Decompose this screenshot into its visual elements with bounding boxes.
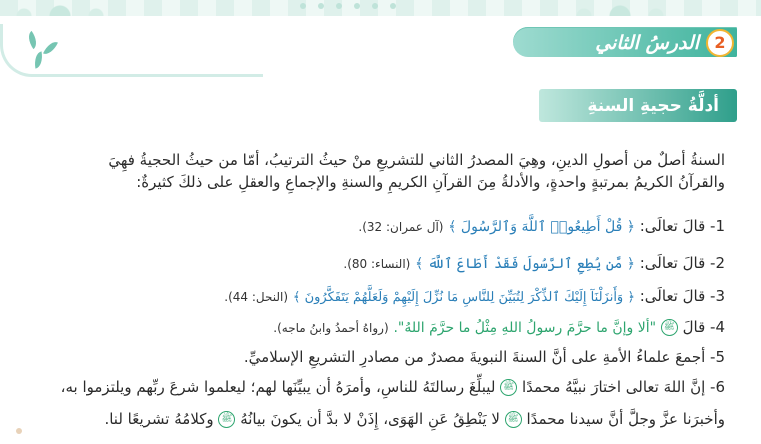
hadith-reference: (رواهُ أحمدُ وابنُ ماجه).	[273, 321, 389, 335]
salawat-icon: ﷺ	[218, 411, 235, 428]
verse-reference: (النساء: 80).	[343, 257, 411, 271]
section-heading: أدلَّةُ حجيةِ السنةِ	[587, 96, 719, 116]
item-text-b: ليبلِّغَ رسالتَهُ للناسِ، وأمرَهُ أن يبيِّنَها لهم؛ ليعلموا شرعَ ربِّهم ويلتزموا به،	[60, 378, 496, 396]
top-dots	[300, 3, 396, 9]
item-text-c: وكلامُهُ تشريعًا لنا.	[104, 410, 214, 428]
evidence-item-2	[35, 252, 725, 275]
lesson-number-badge: 2	[706, 29, 734, 57]
top-right-ornament	[560, 0, 680, 16]
evidence-item-6-continued	[35, 408, 725, 430]
item-text-b: لا يَنْطِقُ عَنِ الهَوَى، إِذَنْ لا بدَّ أن يكونَ بيانُهُ	[240, 410, 500, 428]
verse-reference: (النحل: 44).	[224, 290, 289, 304]
quran-verse: ﴿ مَّن يُطِعِ ٱلرَّسُولَ فَقَدْ أَطَاعَ ٱللَّهَ ﴾	[415, 256, 635, 272]
intro-paragraph	[35, 149, 725, 193]
hadith-text: "ألا وإنَّ ما حرَّمَ رسولُ اللهِ مِثْلُ ما حرَّمَ اللهُ".	[393, 320, 657, 336]
salawat-icon: ﷺ	[500, 379, 517, 396]
salawat-icon: ﷺ	[661, 319, 678, 336]
intro-line-2: والقرآنُ الكريمُ بمرتبةٍ واحدةٍ، والأدلةُ مِنَ القرآنِ الكريمِ والسنةِ والإجماعِ والعقلِ على ذلكَ كثيرةٌ:	[136, 173, 725, 191]
item-prefix: 4- قالَ	[682, 318, 725, 336]
evidence-item-1	[35, 215, 725, 238]
item-text-a: 6- إنَّ اللهَ تعالى اختارَ نبيَّهُ محمدًا	[521, 378, 725, 396]
lesson-title: الدرسُ الثاني	[595, 32, 699, 54]
item-prefix: 3- قالَ تعالَى:	[639, 287, 725, 305]
salawat-icon: ﷺ	[505, 411, 522, 428]
item-prefix: 2- قالَ تعالَى:	[639, 254, 725, 272]
quran-verse: ﴿ وَأَنزَلْنَآ إِلَيْكَ ٱلذِّكْرَ لِتُبَيِّنَ لِلنَّاسِ مَا نُزِّلَ إِلَيْهِمْ وَلَعَلَّهُمْ يَتَفَكَّرُونَ ﴾	[292, 290, 635, 305]
top-left-ornament	[0, 0, 120, 16]
verse-reference: (آل عمران: 32).	[358, 220, 444, 234]
evidence-item-5	[35, 346, 725, 368]
evidence-item-4	[35, 316, 725, 339]
evidence-item-6	[35, 376, 725, 398]
quran-verse: ﴿ قُلْ أَطِيعُوا۟ ٱللَّهَ وَٱلرَّسُولَ ﴾	[448, 219, 635, 235]
item-text-a: وأخبرَنا عزَّ وجلَّ أنَّ سيدنا محمدًا	[526, 410, 725, 428]
item-text: 5- أجمعَ علماءُ الأمةِ على أنَّ السنةَ النبويةَ مصدرٌ من مصادرِ التشريعِ الإسلاميِّ.	[243, 348, 725, 366]
decorative-scroll-curl	[0, 24, 263, 77]
evidence-item-3	[35, 285, 725, 309]
intro-line-1: السنةُ أصلٌ من أصولِ الدينِ، وهِيَ المصدرُ الثاني للتشريعِ منْ حيثُ الترتيبُ، أمّا من حيثُ الحجيةُ فهِيَ	[108, 151, 725, 169]
item-prefix: 1- قالَ تعالَى:	[639, 217, 725, 235]
corner-dot	[16, 428, 22, 434]
